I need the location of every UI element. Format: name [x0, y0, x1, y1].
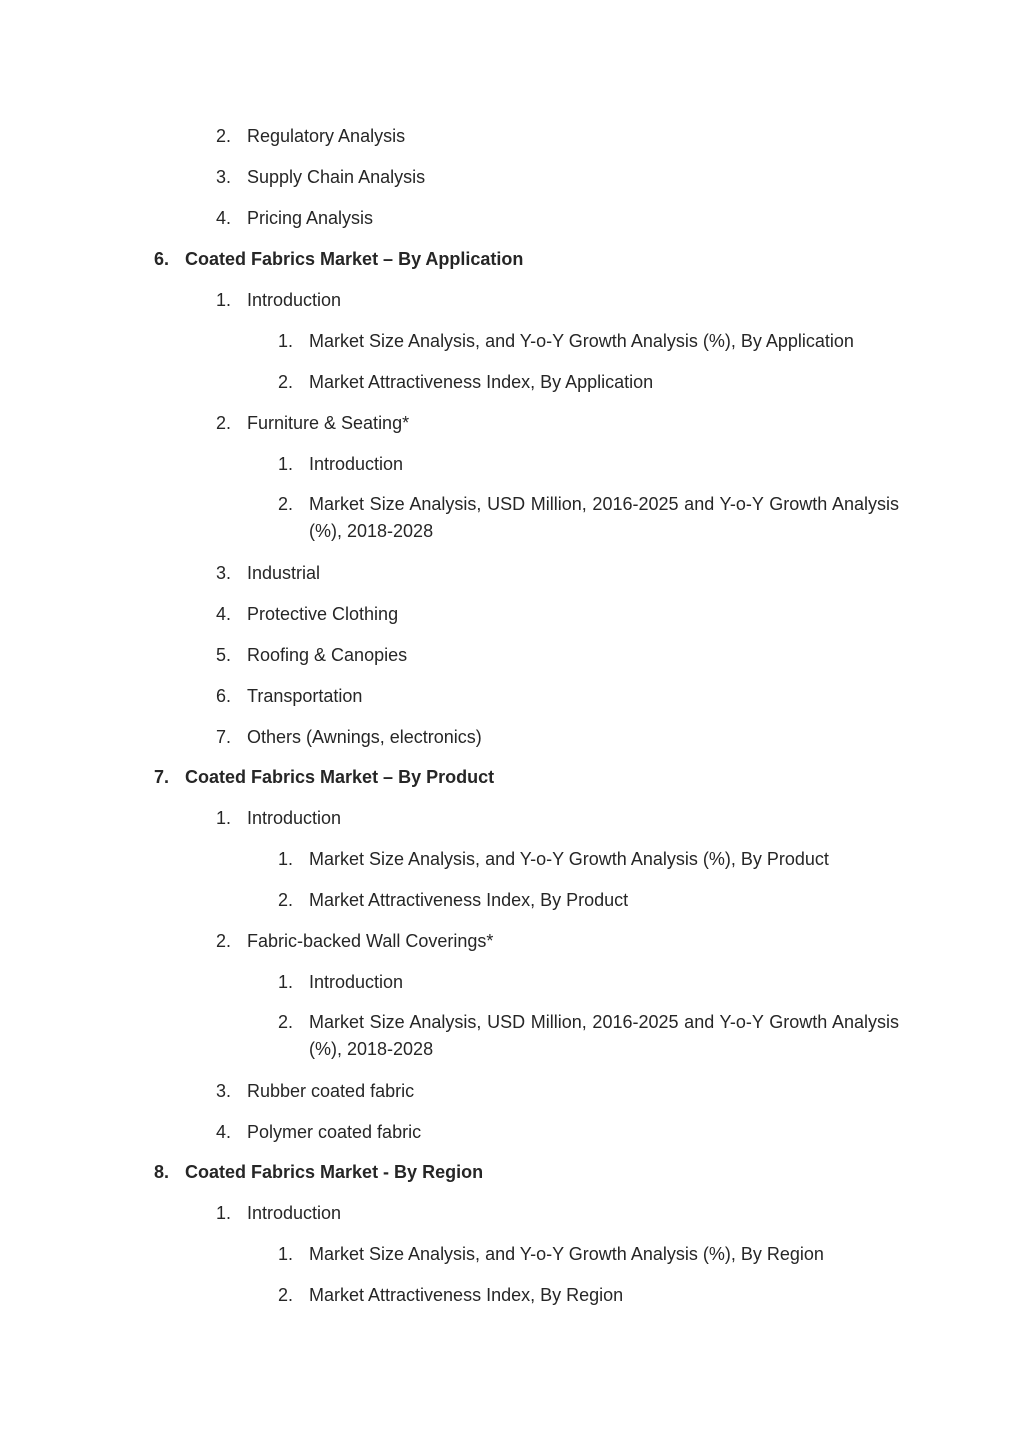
item-text: Supply Chain Analysis	[247, 167, 426, 187]
item-text: Market Attractiveness Index, By Region	[309, 1285, 624, 1305]
item-text: Polymer coated fabric	[247, 1122, 422, 1142]
item-text: Market Size Analysis, and Y-o-Y Growth Analysis (%), By Region	[309, 1244, 824, 1264]
item-number: 1.	[278, 331, 294, 351]
item-number: 6.	[216, 686, 232, 706]
item-text: Market Size Analysis, USD Million, 2016-2025 and Y-o-Y Growth Analysis (%), 2018-2028	[309, 1012, 899, 1059]
item-number: 2.	[278, 1285, 294, 1305]
item-text: Regulatory Analysis	[247, 126, 406, 146]
toc-subitem	[278, 491, 899, 545]
item-number: 1.	[278, 1244, 294, 1264]
item-number: 2.	[278, 372, 294, 392]
item-number: 2.	[216, 413, 232, 433]
item-number: 2.	[278, 494, 294, 514]
item-text: Introduction	[309, 972, 404, 992]
section-number: 8.	[154, 1162, 170, 1182]
section-number: 7.	[154, 767, 170, 787]
section-number: 6.	[154, 249, 170, 269]
item-text: Introduction	[247, 290, 342, 310]
item-number: 3.	[216, 1081, 232, 1101]
item-number: 4.	[216, 1122, 232, 1142]
item-text: Introduction	[247, 1203, 342, 1223]
item-text: Introduction	[247, 808, 342, 828]
item-number: 2.	[216, 126, 232, 146]
section-title: Coated Fabrics Market – By Product	[185, 767, 495, 787]
item-text: Market Size Analysis, USD Million, 2016-2025 and Y-o-Y Growth Analysis (%), 2018-2028	[309, 494, 899, 541]
item-number: 1.	[278, 454, 294, 474]
section-title: Coated Fabrics Market - By Region	[185, 1162, 484, 1182]
item-number: 1.	[278, 972, 294, 992]
section-title: Coated Fabrics Market – By Application	[185, 249, 524, 269]
item-text: Market Size Analysis, and Y-o-Y Growth Analysis (%), By Application	[309, 331, 854, 351]
toc-subitem	[278, 1009, 899, 1063]
item-text: Industrial	[247, 563, 321, 583]
item-text: Transportation	[247, 686, 363, 706]
item-text: Protective Clothing	[247, 604, 399, 624]
item-number: 7.	[216, 727, 232, 747]
item-number: 4.	[216, 208, 232, 228]
item-number: 1.	[278, 849, 294, 869]
item-number: 2.	[278, 1012, 294, 1032]
item-text: Market Size Analysis, and Y-o-Y Growth Analysis (%), By Product	[309, 849, 829, 869]
item-text: Others (Awnings, electronics)	[247, 727, 482, 747]
item-text: Fabric-backed Wall Coverings*	[247, 931, 494, 951]
item-text: Pricing Analysis	[247, 208, 374, 228]
item-number: 5.	[216, 645, 232, 665]
item-text: Furniture & Seating*	[247, 413, 410, 433]
item-number: 2.	[278, 890, 294, 910]
item-text: Introduction	[309, 454, 404, 474]
item-number: 1.	[216, 290, 232, 310]
item-number: 3.	[216, 563, 232, 583]
item-text: Rubber coated fabric	[247, 1081, 415, 1101]
item-number: 1.	[216, 808, 232, 828]
item-number: 4.	[216, 604, 232, 624]
item-text: Roofing & Canopies	[247, 645, 408, 665]
item-text: Market Attractiveness Index, By Product	[309, 890, 629, 910]
item-number: 1.	[216, 1203, 232, 1223]
item-number: 2.	[216, 931, 232, 951]
item-number: 3.	[216, 167, 232, 187]
item-text: Market Attractiveness Index, By Application	[309, 372, 654, 392]
